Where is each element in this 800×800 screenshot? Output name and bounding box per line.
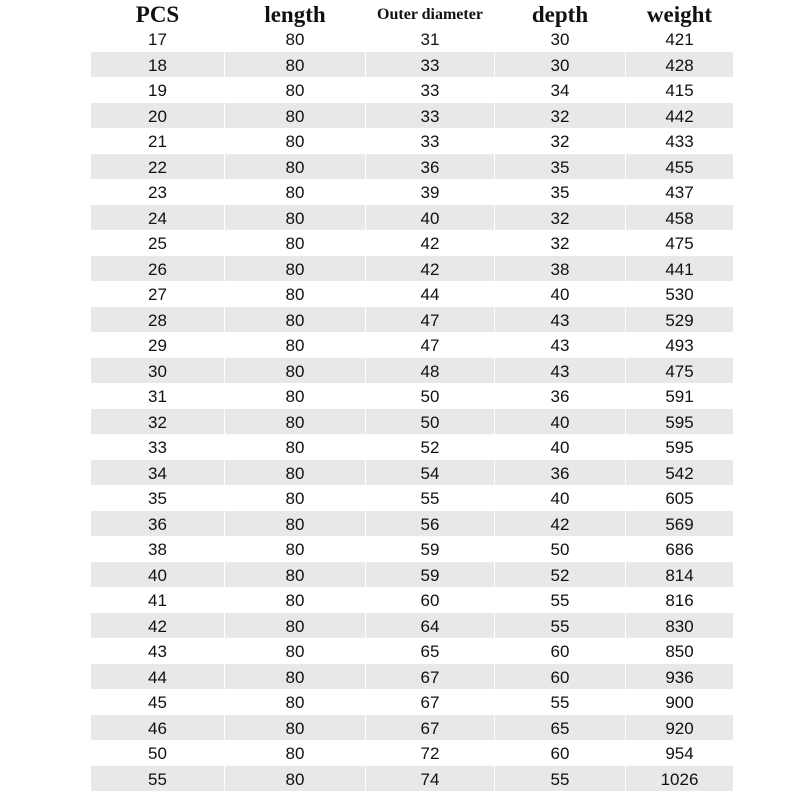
- cell-pcs: 55: [91, 766, 224, 792]
- table-row: [91, 740, 733, 766]
- cell-length: 80: [285, 438, 305, 457]
- cell-weight: 442: [626, 103, 733, 129]
- cell-outer-diameter: 40: [366, 205, 494, 231]
- cell-pcs: 23: [148, 183, 167, 202]
- cell-weight: 493: [665, 336, 694, 355]
- cell-depth: 55: [550, 693, 570, 712]
- table-row: [91, 103, 733, 129]
- cell-pcs: 29: [148, 336, 167, 355]
- table-row: [91, 715, 733, 741]
- cell-depth: 34: [550, 81, 570, 100]
- cell-length: 80: [225, 103, 365, 129]
- cell-depth: 43: [550, 336, 570, 355]
- cell-length: 80: [285, 591, 305, 610]
- cell-outer-diameter: 33: [366, 52, 494, 78]
- cell-length: 80: [225, 409, 365, 435]
- table-row: [91, 689, 733, 715]
- cell-length: 80: [285, 387, 305, 406]
- cell-depth: 40: [550, 285, 570, 304]
- cell-weight: 569: [626, 511, 733, 537]
- table-row: [91, 562, 733, 588]
- table-row: [91, 485, 733, 511]
- cell-pcs: 44: [91, 664, 224, 690]
- cell-pcs: 18: [91, 52, 224, 78]
- cell-length: 80: [225, 664, 365, 690]
- table-row: [91, 536, 733, 562]
- cell-weight: 433: [665, 132, 694, 151]
- cell-outer-diameter: 36: [366, 154, 494, 180]
- cell-pcs: 50: [148, 744, 167, 763]
- cell-outer-diameter: 64: [366, 613, 494, 639]
- cell-weight: 455: [626, 154, 733, 180]
- table-row: [91, 52, 733, 78]
- cell-weight: 605: [665, 489, 694, 508]
- cell-pcs: 43: [148, 642, 167, 661]
- cell-pcs: 25: [148, 234, 167, 253]
- table-row: [91, 638, 733, 664]
- cell-weight: 900: [665, 693, 694, 712]
- cell-pcs: 42: [91, 613, 224, 639]
- cell-pcs: 20: [91, 103, 224, 129]
- table-row: [91, 205, 733, 231]
- cell-depth: 38: [495, 256, 625, 282]
- cell-depth: 60: [550, 642, 570, 661]
- cell-outer-diameter: 44: [420, 285, 440, 304]
- cell-weight: 428: [626, 52, 733, 78]
- header-pcs: PCS: [135, 2, 180, 27]
- cell-pcs: 30: [91, 358, 224, 384]
- cell-weight: 816: [665, 591, 694, 610]
- cell-outer-diameter: 31: [420, 30, 440, 49]
- cell-depth: 35: [495, 154, 625, 180]
- cell-pcs: 41: [148, 591, 167, 610]
- cell-depth: 52: [495, 562, 625, 588]
- cell-outer-diameter: 67: [366, 715, 494, 741]
- cell-depth: 40: [495, 409, 625, 435]
- cell-outer-diameter: 47: [420, 336, 440, 355]
- cell-weight: 920: [626, 715, 733, 741]
- cell-depth: 65: [495, 715, 625, 741]
- table-row: [91, 26, 733, 52]
- cell-outer-diameter: 65: [420, 642, 440, 661]
- cell-depth: 30: [495, 52, 625, 78]
- table-row: [91, 179, 733, 205]
- cell-depth: 35: [550, 183, 570, 202]
- cell-pcs: 32: [91, 409, 224, 435]
- cell-outer-diameter: 60: [420, 591, 440, 610]
- cell-length: 80: [225, 460, 365, 486]
- header-depth: depth: [531, 2, 589, 27]
- cell-pcs: 31: [148, 387, 167, 406]
- table-row: [91, 511, 733, 537]
- cell-depth: 60: [495, 664, 625, 690]
- cell-length: 80: [285, 132, 305, 151]
- cell-length: 80: [285, 336, 305, 355]
- table-header: [91, 0, 733, 28]
- cell-weight: 686: [665, 540, 694, 559]
- cell-depth: 42: [495, 511, 625, 537]
- cell-pcs: 17: [148, 30, 167, 49]
- cell-pcs: 22: [91, 154, 224, 180]
- cell-outer-diameter: 55: [420, 489, 440, 508]
- table-row: [91, 281, 733, 307]
- table-row: [91, 307, 733, 333]
- cell-length: 80: [225, 256, 365, 282]
- cell-outer-diameter: 47: [366, 307, 494, 333]
- table-row: [91, 154, 733, 180]
- cell-pcs: 36: [91, 511, 224, 537]
- cell-depth: 32: [550, 132, 570, 151]
- cell-outer-diameter: 50: [420, 387, 440, 406]
- cell-depth: 60: [550, 744, 570, 763]
- cell-depth: 36: [550, 387, 570, 406]
- cell-weight: 850: [665, 642, 694, 661]
- cell-depth: 43: [495, 358, 625, 384]
- cell-outer-diameter: 74: [366, 766, 494, 792]
- table-body: [91, 26, 733, 791]
- cell-outer-diameter: 42: [366, 256, 494, 282]
- cell-weight: 591: [665, 387, 694, 406]
- table-row: [91, 460, 733, 486]
- cell-depth: 55: [495, 766, 625, 792]
- cell-outer-diameter: 33: [366, 103, 494, 129]
- cell-depth: 55: [550, 591, 570, 610]
- cell-outer-diameter: 72: [420, 744, 440, 763]
- cell-weight: 421: [665, 30, 694, 49]
- cell-length: 80: [285, 234, 305, 253]
- cell-pcs: 34: [91, 460, 224, 486]
- cell-weight: 475: [626, 358, 733, 384]
- cell-pcs: 38: [148, 540, 167, 559]
- cell-pcs: 40: [91, 562, 224, 588]
- cell-weight: 830: [626, 613, 733, 639]
- cell-weight: 595: [626, 409, 733, 435]
- cell-length: 80: [225, 766, 365, 792]
- header-length: length: [264, 2, 326, 27]
- cell-length: 80: [225, 511, 365, 537]
- cell-length: 80: [225, 154, 365, 180]
- table-row: [91, 434, 733, 460]
- cell-length: 80: [225, 358, 365, 384]
- cell-length: 80: [285, 30, 305, 49]
- cell-weight: 1026: [626, 766, 733, 792]
- header-outer-diameter: Outer diameter: [377, 6, 483, 23]
- cell-depth: 32: [495, 103, 625, 129]
- table-row: [91, 77, 733, 103]
- cell-weight: 475: [665, 234, 694, 253]
- cell-length: 80: [285, 540, 305, 559]
- table-row: [91, 766, 733, 792]
- cell-outer-diameter: 67: [420, 693, 440, 712]
- table-row: [91, 332, 733, 358]
- table-row: [91, 256, 733, 282]
- cell-weight: 458: [626, 205, 733, 231]
- cell-outer-diameter: 52: [420, 438, 440, 457]
- cell-length: 80: [225, 613, 365, 639]
- cell-pcs: 35: [148, 489, 167, 508]
- cell-depth: 30: [550, 30, 570, 49]
- cell-depth: 50: [550, 540, 570, 559]
- cell-outer-diameter: 42: [420, 234, 440, 253]
- cell-pcs: 33: [148, 438, 167, 457]
- cell-outer-diameter: 54: [366, 460, 494, 486]
- cell-length: 80: [225, 715, 365, 741]
- table-row: [91, 383, 733, 409]
- cell-weight: 542: [626, 460, 733, 486]
- cell-length: 80: [285, 285, 305, 304]
- cell-length: 80: [285, 642, 305, 661]
- cell-outer-diameter: 67: [366, 664, 494, 690]
- cell-outer-diameter: 56: [366, 511, 494, 537]
- cell-length: 80: [285, 81, 305, 100]
- cell-length: 80: [285, 183, 305, 202]
- cell-length: 80: [285, 489, 305, 508]
- cell-length: 80: [225, 52, 365, 78]
- cell-outer-diameter: 39: [420, 183, 440, 202]
- cell-weight: 954: [665, 744, 694, 763]
- header-weight: weight: [646, 2, 713, 27]
- cell-pcs: 45: [148, 693, 167, 712]
- cell-length: 80: [225, 307, 365, 333]
- table-row: [91, 664, 733, 690]
- cell-pcs: 21: [148, 132, 167, 151]
- cell-depth: 40: [550, 489, 570, 508]
- cell-depth: 55: [495, 613, 625, 639]
- cell-pcs: 27: [148, 285, 167, 304]
- cell-outer-diameter: 50: [366, 409, 494, 435]
- cell-length: 80: [225, 205, 365, 231]
- cell-weight: 441: [626, 256, 733, 282]
- cell-pcs: 24: [91, 205, 224, 231]
- cell-pcs: 19: [148, 81, 167, 100]
- table-row: [91, 409, 733, 435]
- cell-length: 80: [285, 744, 305, 763]
- table-row: [91, 587, 733, 613]
- cell-length: 80: [285, 693, 305, 712]
- cell-outer-diameter: 33: [420, 132, 440, 151]
- cell-depth: 32: [495, 205, 625, 231]
- cell-weight: 529: [626, 307, 733, 333]
- cell-weight: 415: [665, 81, 694, 100]
- cell-pcs: 46: [91, 715, 224, 741]
- cell-outer-diameter: 48: [366, 358, 494, 384]
- cell-depth: 32: [550, 234, 570, 253]
- cell-weight: 530: [665, 285, 694, 304]
- cell-weight: 814: [626, 562, 733, 588]
- cell-outer-diameter: 59: [366, 562, 494, 588]
- cell-depth: 43: [495, 307, 625, 333]
- cell-weight: 936: [626, 664, 733, 690]
- table-row: [91, 613, 733, 639]
- cell-depth: 36: [495, 460, 625, 486]
- table-row: [91, 358, 733, 384]
- cell-outer-diameter: 59: [420, 540, 440, 559]
- table-row: [91, 128, 733, 154]
- cell-weight: 437: [665, 183, 694, 202]
- table-row: [91, 230, 733, 256]
- cell-pcs: 28: [91, 307, 224, 333]
- cell-weight: 595: [665, 438, 694, 457]
- cell-outer-diameter: 33: [420, 81, 440, 100]
- cell-length: 80: [225, 562, 365, 588]
- cell-depth: 40: [550, 438, 570, 457]
- cell-pcs: 26: [91, 256, 224, 282]
